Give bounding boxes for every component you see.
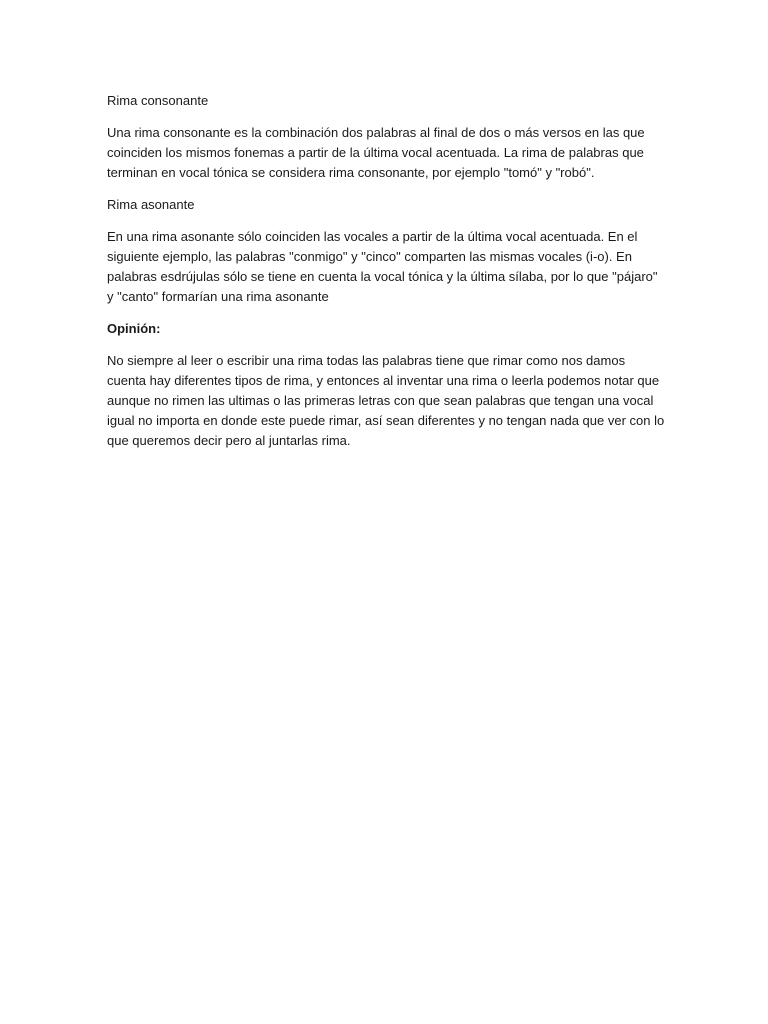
- paragraph-opinion: No siempre al leer o escribir una rima todas las palabras tiene que rimar como nos damos cuenta hay diferentes tipos de rima, y entonces al inventar una rima o leerla podemos notar que aunque no rimen las ultimas o las primeras letras con que sean palabras que tengan una vocal igual no importa en donde este puede rimar, así sean diferentes y no tengan nada que ver con lo que queremos decir pero al juntarlas rima.: [107, 353, 665, 448]
- section-heading-rima-consonante: Rima consonante: [107, 93, 209, 108]
- paragraph-rima-asonante: En una rima asonante sólo coinciden las vocales a partir de la última vocal acentuada. En el siguiente ejemplo, las palabras "conmigo" y "cinco" comparten las mismas vocales (i-o). En palabras esdrújulas sólo se tiene en cuenta la vocal tónica y la última sílaba, por lo que "pájaro" y "canto" formarían una rima asonante: [107, 229, 658, 304]
- document-body: [107, 91, 667, 463]
- paragraph-rima-consonante: Una rima consonante es la combinación dos palabras al final de dos o más versos en las que coinciden los mismos fonemas a partir de la última vocal acentuada. La rima de palabras que terminan en vocal tónica se considera rima consonante, por ejemplo "tomó" y "robó".: [107, 125, 645, 180]
- section-heading-opinion: Opinión:: [107, 321, 161, 336]
- section-heading-rima-asonante: Rima asonante: [107, 197, 195, 212]
